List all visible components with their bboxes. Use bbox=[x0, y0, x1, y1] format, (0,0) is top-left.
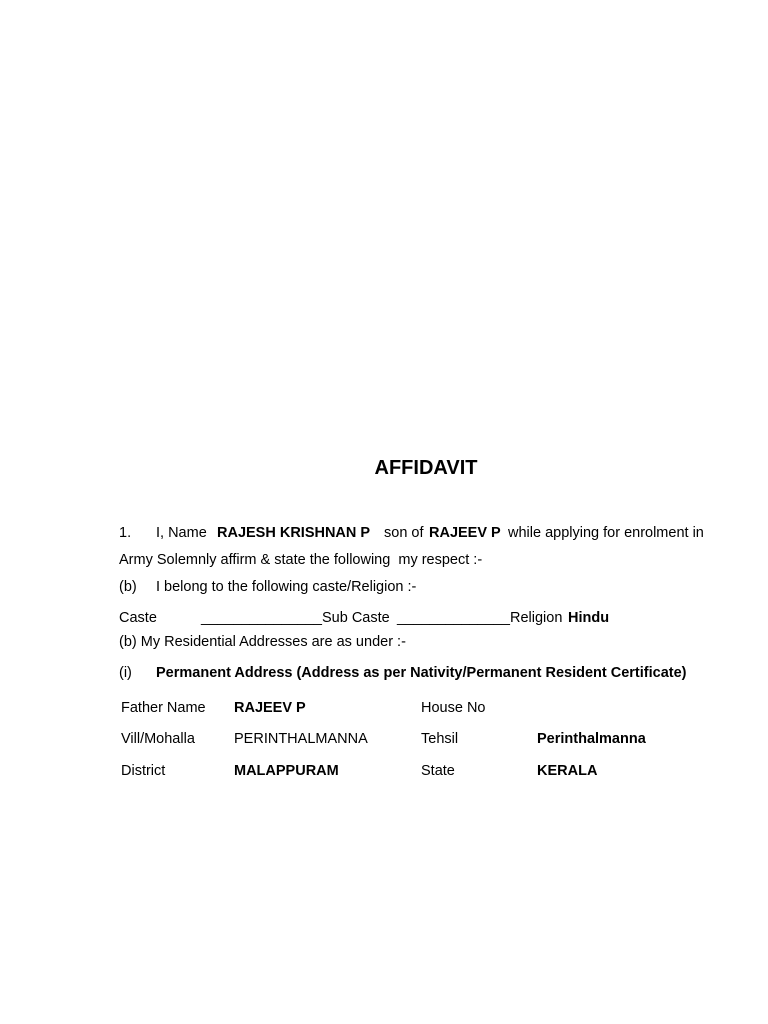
house-no-label: House No bbox=[421, 700, 486, 716]
vill-value: PERINTHALMANNA bbox=[234, 731, 368, 747]
caste-section-text: I belong to the following caste/Religion :- bbox=[156, 579, 417, 595]
tehsil-label: Tehsil bbox=[421, 731, 459, 747]
caste-section-label: (b) bbox=[119, 579, 137, 595]
sub-caste-label: Sub Caste bbox=[322, 610, 390, 626]
caste-blank: _______________ bbox=[201, 610, 322, 626]
sub-caste-blank: ______________ bbox=[397, 610, 510, 626]
state-value: KERALA bbox=[537, 763, 598, 779]
applicant-name: RAJESH KRISHNAN P bbox=[217, 525, 371, 541]
permanent-title: Permanent Address (Address as per Nativity/Permanent Resident Certificate) bbox=[156, 665, 687, 681]
caste-label: Caste bbox=[119, 610, 157, 626]
address-heading: (b) My Residential Addresses are as under :- bbox=[119, 634, 406, 650]
district-label: District bbox=[121, 763, 166, 779]
father-name-value: RAJEEV P bbox=[234, 700, 306, 716]
vill-label: Vill/Mohalla bbox=[121, 731, 195, 747]
district-value: MALAPPURAM bbox=[234, 763, 339, 779]
religion-label: Religion bbox=[510, 610, 563, 626]
permanent-label: (i) bbox=[119, 665, 132, 681]
tehsil-value: Perinthalmanna bbox=[537, 731, 646, 747]
para-line2: Army Solemnly affirm & state the following my respect :- bbox=[119, 552, 483, 568]
son-of-text: son of bbox=[384, 525, 424, 541]
state-label: State bbox=[421, 763, 455, 779]
father-name-label: Father Name bbox=[121, 700, 206, 716]
para-lead: I, Name bbox=[156, 525, 207, 541]
para-number: 1. bbox=[119, 525, 132, 541]
page-title: AFFIDAVIT bbox=[374, 457, 478, 479]
para-rest: while applying for enrolment in bbox=[508, 525, 704, 541]
father-name-inline: RAJEEV P bbox=[429, 525, 501, 541]
religion-value: Hindu bbox=[568, 610, 610, 626]
